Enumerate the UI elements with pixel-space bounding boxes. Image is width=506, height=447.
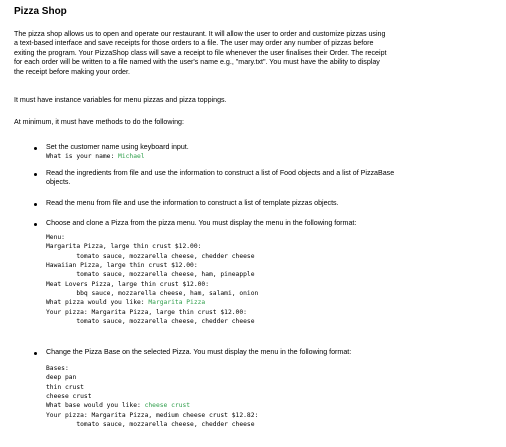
code-line: Meat Lovers Pizza, large thin crust $12.00: (46, 280, 210, 288)
code-line: Your pizza: Margarita Pizza, large thin crust $12.00: (46, 308, 247, 316)
code-line: Your pizza: Margarita Pizza, medium cheese crust $12.82: (46, 411, 259, 419)
code-block-name (46, 152, 145, 161)
intro-line: a text-based interface and save receipts for those orders to a file. The user may order any number of pizzas before (14, 39, 374, 48)
code-line: tomato sauce, mozzarella cheese, chedder cheese (46, 252, 255, 260)
methods-intro-text: At minimum, it must have methods to do the following: (14, 118, 184, 126)
code-line: Margarita Pizza, large thin crust $12.00: (46, 243, 202, 251)
instance-vars-text: It must have instance variables for menu pizzas and pizza toppings. (14, 96, 227, 104)
code-line (46, 298, 258, 307)
bullet-dot (34, 147, 37, 150)
code-block-menu (46, 233, 258, 326)
code-line: thin crust (46, 383, 84, 391)
code-line: What is your name: (46, 153, 119, 160)
bullet-text: Change the Pizza Base on the selected Pizza. You must display the menu in the following format: (46, 348, 352, 356)
user-input-text: Margarita Pizza (148, 299, 206, 307)
bullet-text-line: Read the ingredients from file and use the information to construct a list of Food objects and a list of PizzaBase (46, 169, 395, 177)
bullet-text: Choose and clone a Pizza from the pizza menu. You must display the menu in the following format: (46, 219, 357, 227)
code-line: tomato sauce, mozzarella cheese, chedder cheese (46, 421, 255, 429)
code-line: cheese crust (46, 393, 92, 401)
code-line: Bases: (46, 365, 69, 372)
code-block-bases (46, 364, 258, 429)
intro-line: for each order will be written to a file named with the user's name e.g., "mary.txt". You must have the ability to display (14, 58, 380, 67)
code-line: bbq sauce, mozzarella cheese, ham, salami, onion (46, 290, 259, 298)
bullet-dot (34, 203, 37, 206)
intro-line: the receipt before making your order. (14, 67, 130, 76)
code-prompt: What pizza would you like: (46, 299, 149, 307)
bullet-text (46, 169, 394, 188)
user-input-text: cheese crust (144, 402, 191, 410)
intro-paragraph (14, 30, 498, 77)
bullet-text: Read the menu from file and use the information to construct a list of template pizzas objects. (46, 199, 339, 207)
code-line: Menu: (46, 234, 65, 241)
bullet-text: Set the customer name using keyboard input. (46, 143, 189, 151)
code-line: deep pan (46, 374, 77, 382)
code-line: tomato sauce, mozzarella cheese, chedder cheese (46, 318, 255, 326)
bullet-text-line: objects. (46, 178, 71, 187)
intro-line: The pizza shop allows us to open and operate our restaurant. It will allow the user to order and customize pizzas using (14, 30, 386, 38)
bullet-dot (34, 352, 37, 355)
page-title: Pizza Shop (14, 6, 67, 17)
code-prompt: What base would you like: (46, 402, 145, 410)
code-line (46, 401, 258, 410)
intro-line: exiting the program. Your PizzaShop class will save a receipt to file whenever the user finalises their Order. The receipt (14, 48, 387, 57)
user-input-text: Michael (118, 153, 145, 160)
bullet-dot (34, 173, 37, 176)
bullet-dot (34, 223, 37, 226)
code-line: tomato sauce, mozzarella cheese, ham, pineapple (46, 271, 255, 279)
code-line: Hawaiian Pizza, large thin crust $12.00: (46, 262, 198, 270)
